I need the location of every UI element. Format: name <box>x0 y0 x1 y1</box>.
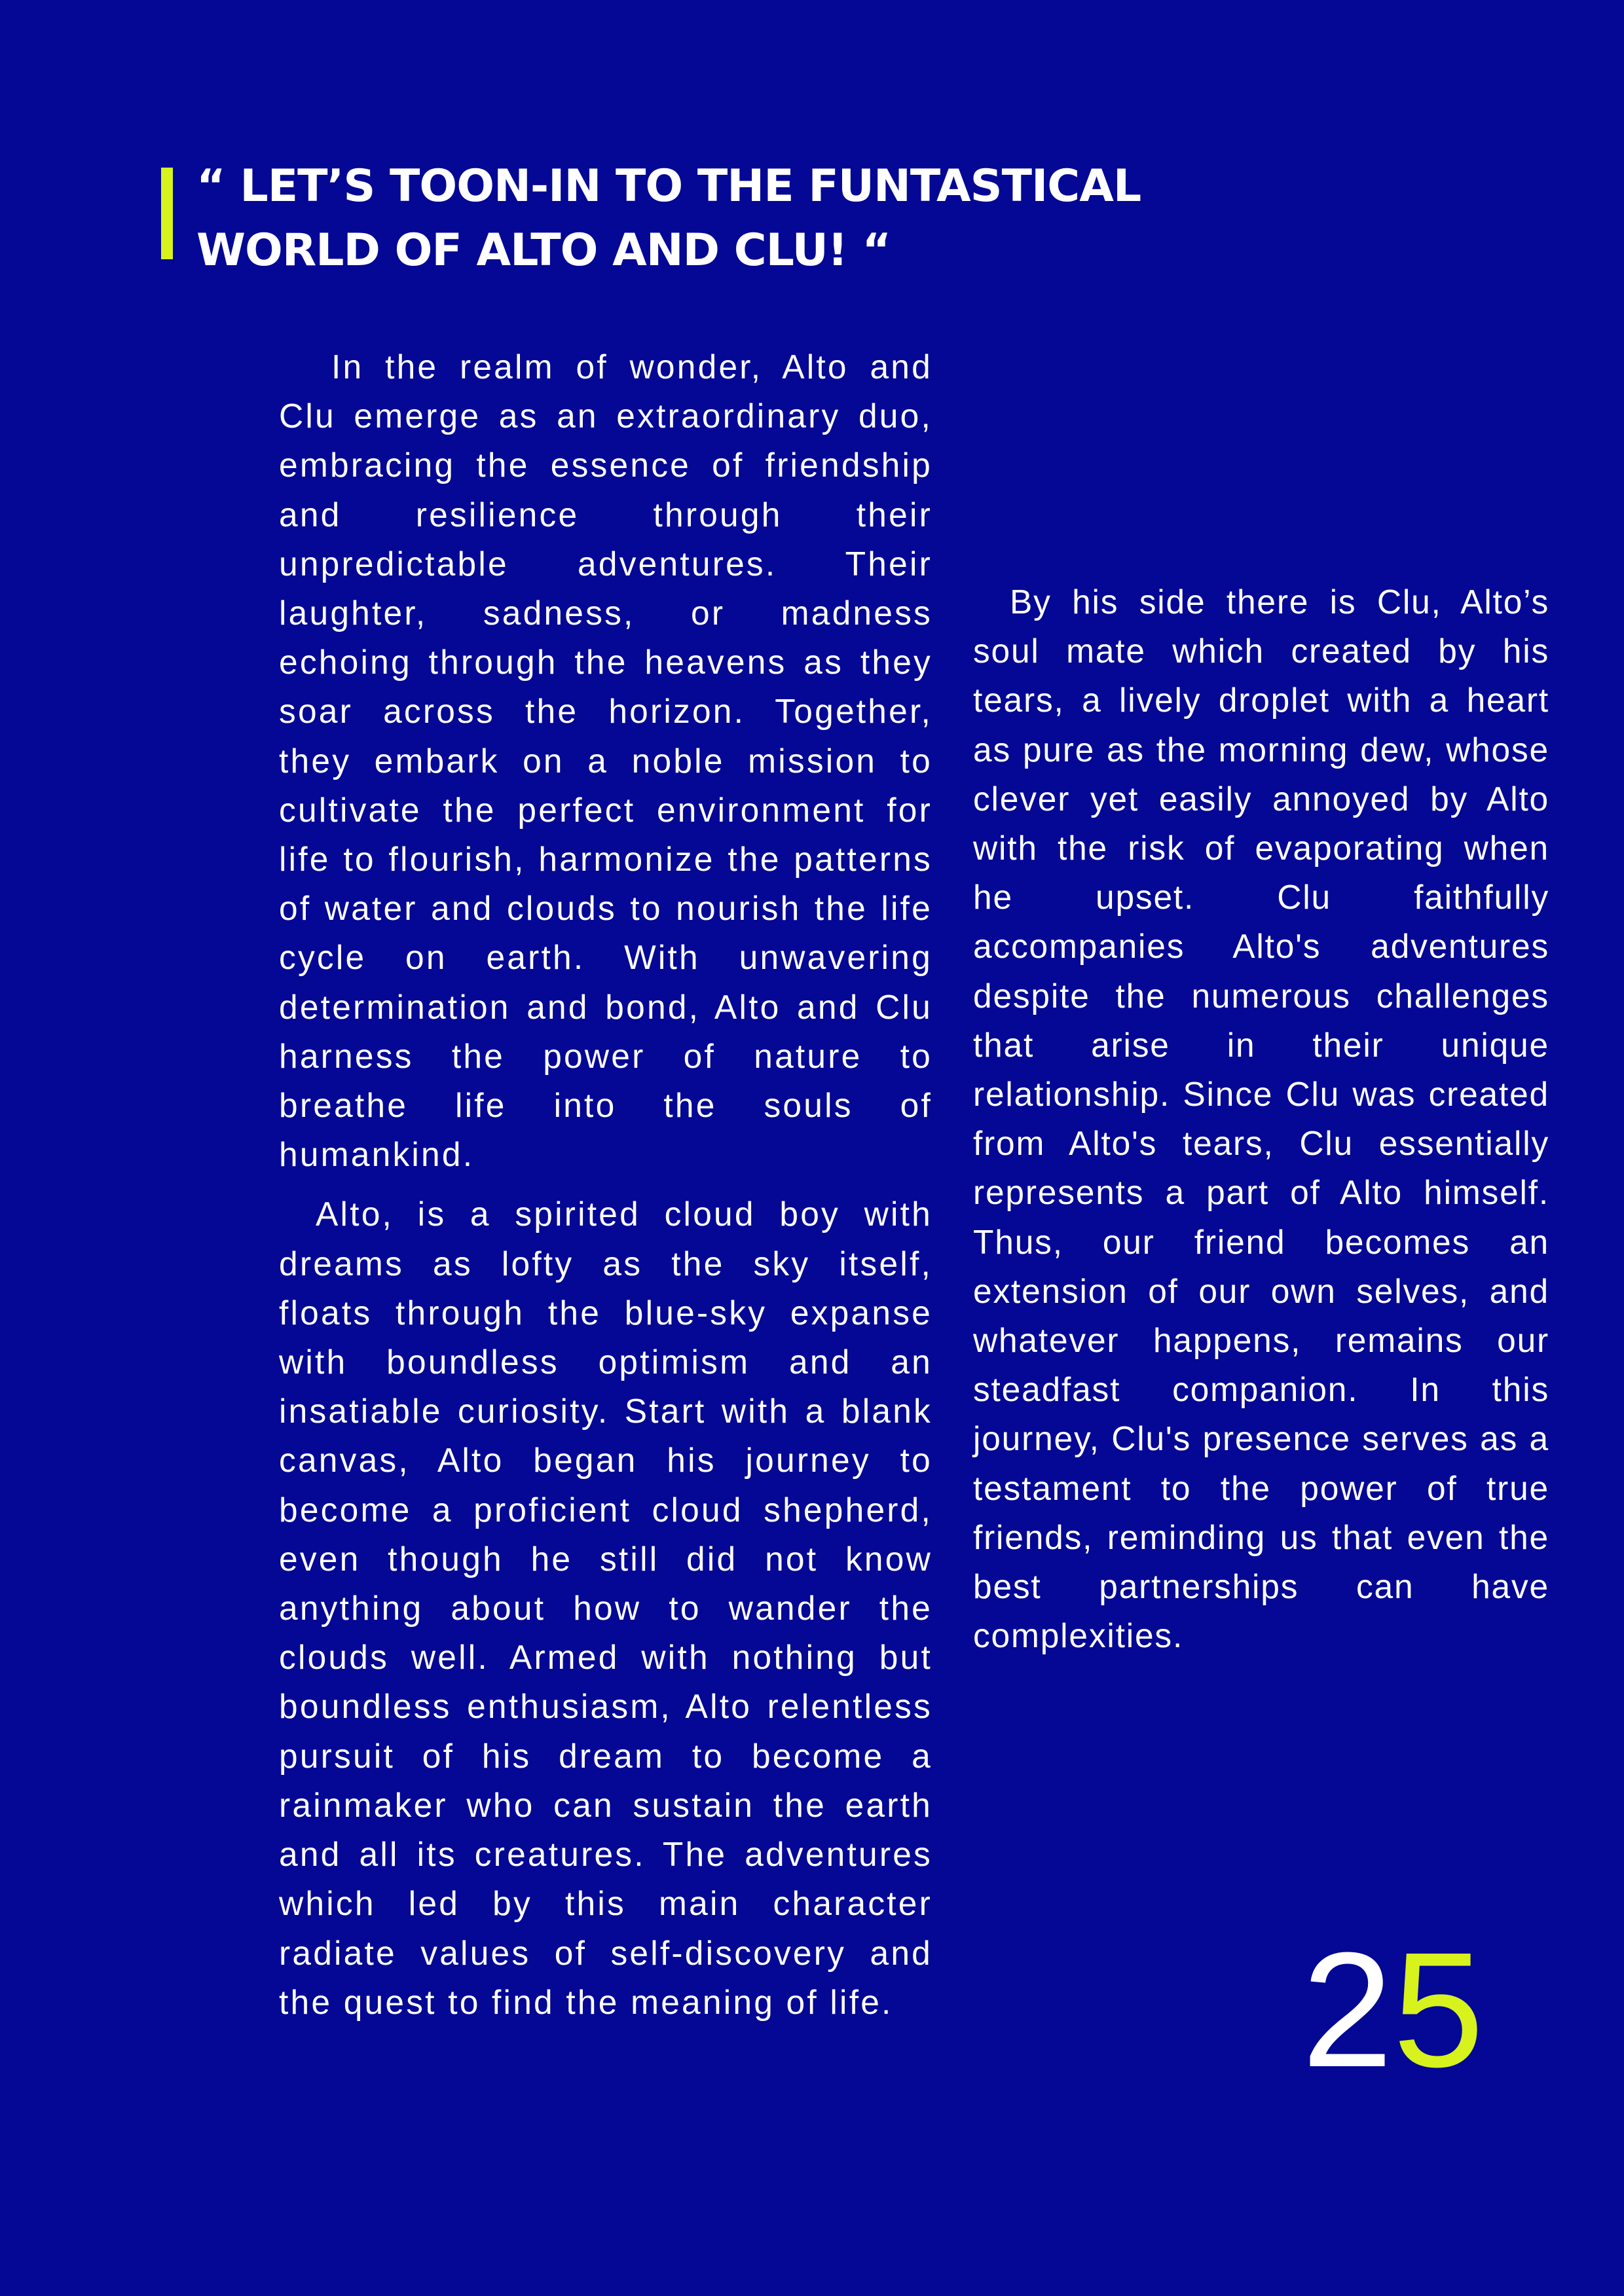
heading-line-1: “ LET’S TOON-IN TO THE FUNTASTICAL <box>196 160 1141 212</box>
page-heading <box>196 155 1310 283</box>
heading-line-2: WORLD OF ALTO AND CLU! “ <box>196 225 891 276</box>
clu-paragraph: By his side there is Clu, Alto’s soul mate which created by his tears, a lively droplet with a heart as pure as the morning dew, whose clever yet easily annoyed by Alto with the risk of evaporating when he upset. Clu faithfully accompanies Alto's adventures despite the numerous challenges that arise in their unique relationship. Since Clu was created from Alto's tears, Clu essentially represents a part of Alto himself. Thus, our friend becomes an extension of our own selves, and whatever happens, remains our steadfast companion. In this journey, Clu's presence serves as a testament to the power of true friends, reminding us that even the best partnerships can have complexities. <box>973 583 1549 1655</box>
heading-accent-bar <box>161 168 173 259</box>
alto-paragraph: Alto, is a spirited cloud boy with dreams as lofty as the sky itself, floats through the blue-sky expanse with boundless optimism and an insatiable curiosity. Start with a blank canvas, Alto began his journey to become a proficient cloud shepherd, even though he still did not know anything about how to wander the clouds well. Armed with nothing but boundless enthusiasm, Alto relentless pursuit of his dream to become a rainmaker who can sustain the earth and all its creatures. The adventures which led by this main character radiate values of self-discovery and the quest to find the meaning of life. <box>279 1195 932 2021</box>
page-number <box>1302 1918 1484 2102</box>
page-number-first-digit: 2 <box>1302 1918 1393 2101</box>
page-number-second-digit: 5 <box>1393 1918 1485 2101</box>
right-text-column <box>973 577 1549 1660</box>
left-text-column <box>279 342 932 2027</box>
intro-paragraph: In the realm of wonder, Alto and Clu emerge as an extraordinary duo, embracing the essence of friendship and resilience through their unpredictable adventures. Their laughter, sadness, or madness echoing through the heavens as they soar across the horizon. Together, they embark on a noble mission to cultivate the perfect environment for life to flourish, harmonize the patterns of water and clouds to nourish the life cycle on earth. With unwavering determination and bond, Alto and Clu harness the power of nature to breathe life into the souls of humankind. <box>279 348 932 1174</box>
